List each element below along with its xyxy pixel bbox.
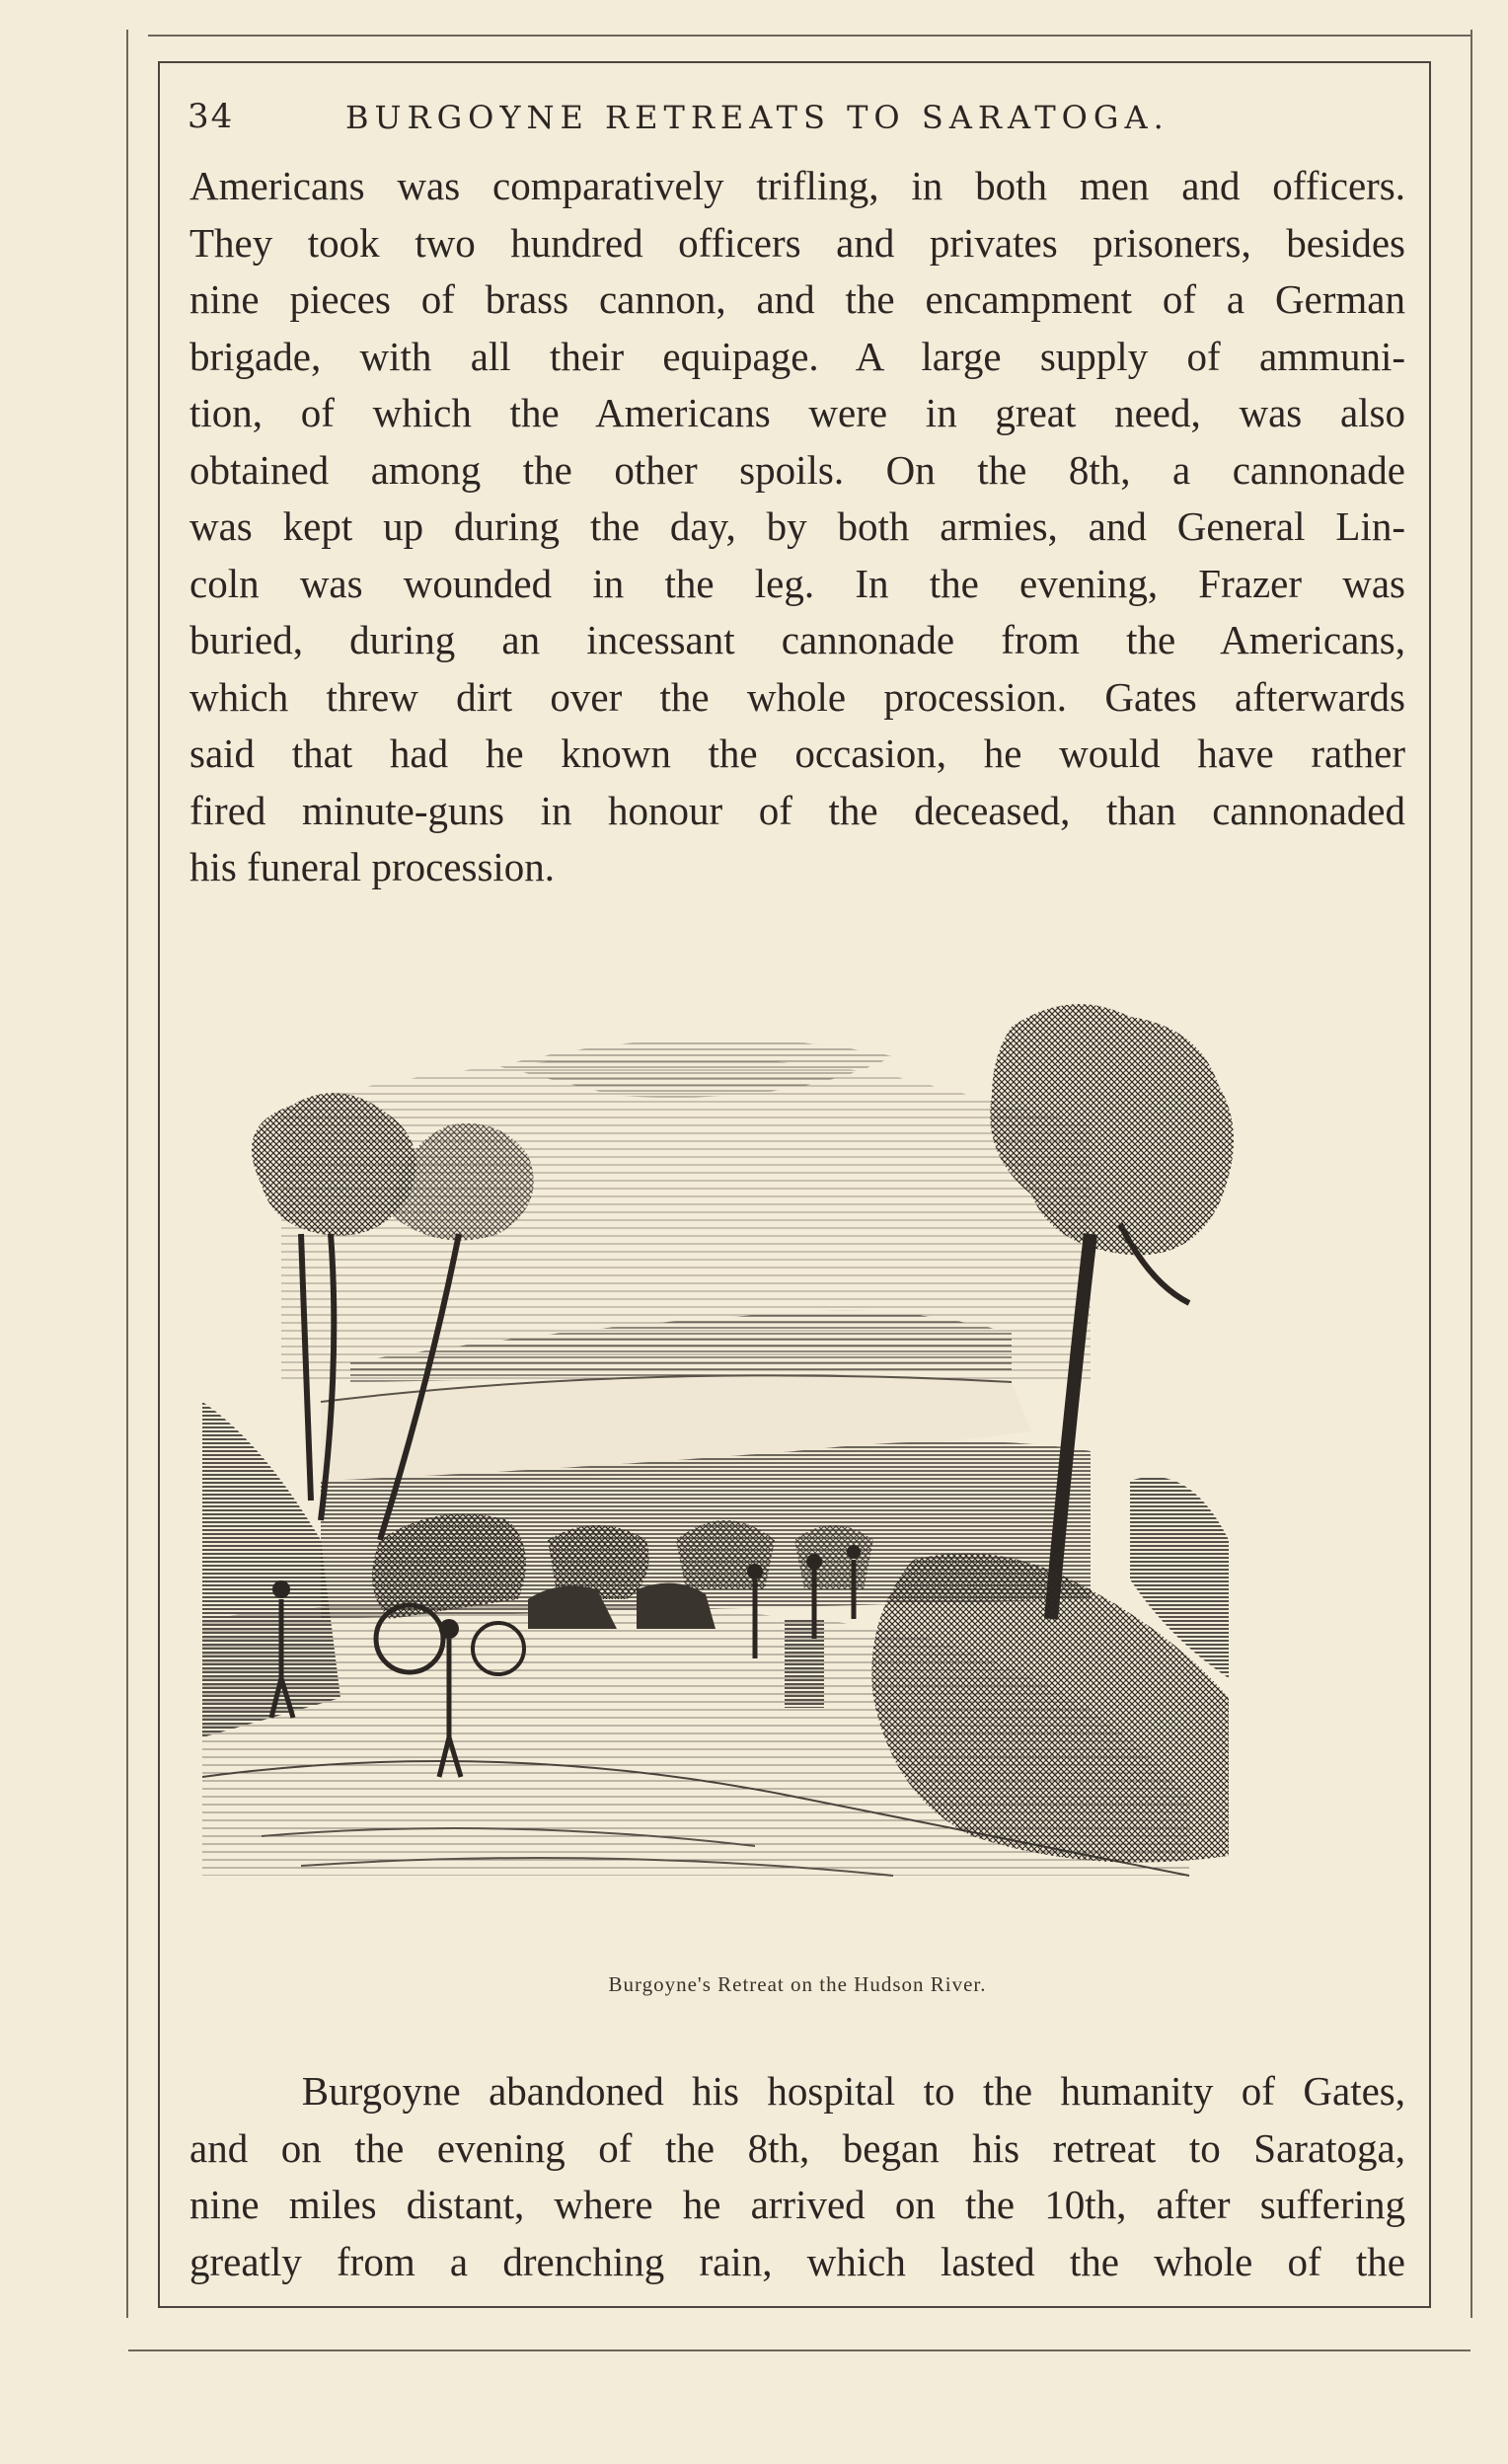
text-line: fired minute-guns in honour of the deceased, than cannonaded <box>189 787 1405 833</box>
text-line: tion, of which the Americans were in great need, was also <box>189 390 1405 435</box>
text-line: Americans was comparatively trifling, in both men and officers. <box>189 163 1405 208</box>
page-number: 34 <box>188 97 235 136</box>
text-line: his funeral procession. <box>189 844 556 889</box>
text-line: Burgoyne abandoned his hospital to the humanity of Gates, <box>189 2068 1405 2114</box>
text-line: They took two hundred officers and privates prisoners, besides <box>189 219 1405 266</box>
engraving-illustration-icon <box>202 987 1387 1935</box>
paragraph-bottom <box>189 2063 1405 2290</box>
illustration-caption: Burgoyne's Retreat on the Hudson River. <box>608 1972 987 1996</box>
text-line: nine pieces of brass cannon, and the encampment of a German <box>189 276 1405 322</box>
text-line: buried, during an incessant cannonade from the Americans, <box>189 617 1405 662</box>
text-line: said that had he known the occasion, he would have rather <box>189 731 1405 776</box>
text-line: which threw dirt over the whole procession. Gates afterwards <box>189 673 1405 720</box>
text-line: was kept up during the day, by both armies, and General Lin- <box>189 503 1405 549</box>
text-line: obtained among the other spoils. On the 8th, a cannonade <box>189 446 1405 493</box>
text-line: nine miles distant, where he arrived on the 10th, after suffering <box>189 2182 1405 2227</box>
text-line: and on the evening of the 8th, began his retreat to Saratoga, <box>189 2124 1405 2171</box>
running-head <box>188 97 1411 136</box>
page-edge-bottom <box>128 2349 1470 2351</box>
text-line: brigade, with all their equipage. A large supply of ammuni- <box>189 333 1405 379</box>
paragraph-top <box>189 158 1405 896</box>
running-title: BURGOYNE RETREATS TO SARATOGA. <box>345 99 1169 136</box>
text-line: greatly from a drenching rain, which lasted the whole of the <box>189 2238 1405 2284</box>
text-line: coln was wounded in the leg. In the evening, Frazer was <box>189 560 1405 606</box>
